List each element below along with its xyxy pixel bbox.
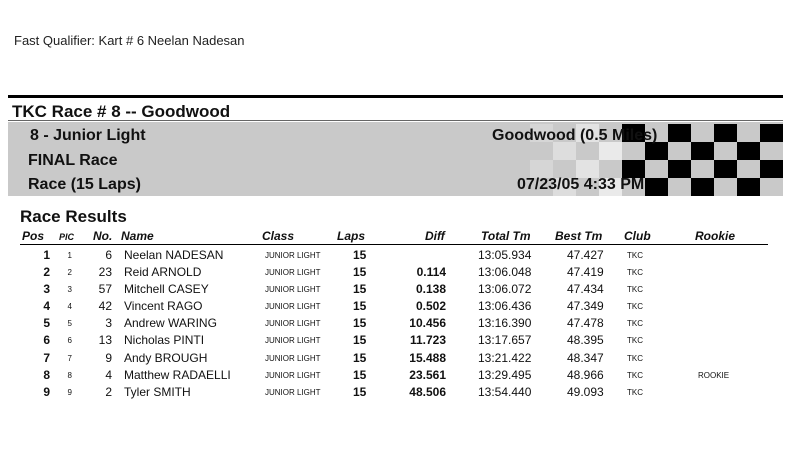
cell-club: TKC <box>627 387 643 397</box>
cell-total-time: 13:06.436 <box>478 299 532 314</box>
cell-club: TKC <box>627 336 643 346</box>
cell-position-in-class: 5 <box>67 319 72 329</box>
cell-position-in-class: 6 <box>67 336 72 346</box>
cell-driver-name: Vincent RAGO <box>124 299 203 314</box>
cell-best-time: 47.427 <box>567 248 604 262</box>
cell-position-in-class: 4 <box>67 302 72 312</box>
cell-driver-name: Mitchell CASEY <box>124 282 209 297</box>
column-header-diff: Diff <box>425 229 445 243</box>
column-header-laps: Laps <box>337 229 366 243</box>
cell-class: JUNIOR LIGHT <box>265 319 321 329</box>
cell-diff: 15.488 <box>409 350 446 365</box>
column-header-best: Best Tm <box>555 229 603 243</box>
cell-position: 3 <box>43 282 50 297</box>
cell-position: 9 <box>43 384 50 399</box>
cell-best-time: 47.478 <box>567 316 604 331</box>
fast-qualifier-label: Fast Qualifier: Kart # 6 Neelan Nadesan <box>14 33 245 48</box>
cell-driver-name: Nicholas PINTI <box>124 333 205 348</box>
cell-total-time: 13:29.495 <box>478 367 532 382</box>
cell-kart-number: 42 <box>98 299 112 314</box>
checker-square <box>691 142 714 160</box>
cell-laps: 15 <box>353 384 367 399</box>
table-row <box>0 280 800 297</box>
checker-square <box>714 124 737 142</box>
column-header-total: Total Tm <box>481 229 531 243</box>
cell-kart-number: 57 <box>98 282 112 297</box>
cell-total-time: 13:21.422 <box>478 350 532 365</box>
cell-position: 8 <box>43 367 50 382</box>
cell-best-time: 48.966 <box>567 367 604 382</box>
race-title: TKC Race # 8 -- Goodwood <box>12 102 231 121</box>
cell-club: TKC <box>627 302 643 312</box>
cell-position: 2 <box>43 265 50 280</box>
column-header-club: Club <box>624 229 651 243</box>
cell-class: JUNIOR LIGHT <box>265 353 321 363</box>
cell-position-in-class: 2 <box>67 268 72 278</box>
cell-driver-name: Neelan NADESAN <box>124 248 224 262</box>
cell-diff: 23.561 <box>409 367 446 382</box>
cell-driver-name: Reid ARNOLD <box>124 265 202 280</box>
cell-class: JUNIOR LIGHT <box>265 251 321 260</box>
cell-kart-number: 2 <box>105 384 112 399</box>
checker-square <box>714 160 737 178</box>
checker-square <box>760 124 783 142</box>
cell-best-time: 49.093 <box>567 384 604 399</box>
table-row <box>0 263 800 280</box>
cell-best-time: 47.349 <box>567 299 604 314</box>
column-header-no: No. <box>93 229 113 243</box>
checker-square <box>760 160 783 178</box>
column-header-pos: Pos <box>22 229 45 243</box>
cell-position-in-class: 7 <box>67 353 72 363</box>
cell-laps: 15 <box>353 350 367 365</box>
table-row <box>0 331 800 348</box>
header-rule <box>20 244 768 245</box>
cell-kart-number: 23 <box>98 265 112 280</box>
cell-club: TKC <box>627 285 643 295</box>
race-title-bar <box>8 95 783 121</box>
cell-diff: 0.138 <box>415 282 446 297</box>
cell-total-time: 13:06.048 <box>478 265 532 280</box>
track-name: Goodwood (0.5 Miles) <box>492 127 658 144</box>
cell-kart-number: 4 <box>105 367 112 382</box>
cell-laps: 15 <box>353 299 367 314</box>
race-date-time: 07/23/05 4:33 PM <box>517 176 645 193</box>
cell-club: TKC <box>627 251 643 260</box>
race-class-line: 8 - Junior Light <box>30 127 146 144</box>
column-header-rookie: Rookie <box>695 229 736 243</box>
column-header-name: Name <box>121 229 154 243</box>
cell-laps: 15 <box>353 282 367 297</box>
cell-total-time: 13:16.390 <box>478 316 532 331</box>
cell-kart-number: 6 <box>105 248 112 262</box>
cell-club: TKC <box>627 370 643 380</box>
cell-total-time: 13:17.657 <box>478 333 532 348</box>
race-length: Race (15 Laps) <box>28 176 141 193</box>
checker-square <box>645 178 668 196</box>
cell-class: JUNIOR LIGHT <box>265 370 321 380</box>
cell-position: 7 <box>43 350 50 365</box>
cell-laps: 15 <box>353 333 367 348</box>
checker-square <box>691 178 714 196</box>
table-row <box>0 349 800 366</box>
cell-total-time: 13:05.934 <box>478 248 532 262</box>
race-session: FINAL Race <box>28 152 118 169</box>
cell-position: 6 <box>43 333 50 348</box>
cell-total-time: 13:06.072 <box>478 282 532 297</box>
cell-total-time: 13:54.440 <box>478 384 532 399</box>
cell-diff: 48.506 <box>409 384 446 399</box>
checker-square <box>668 124 691 142</box>
cell-laps: 15 <box>353 265 367 280</box>
cell-laps: 15 <box>353 367 367 382</box>
table-row <box>0 297 800 314</box>
cell-driver-name: Andrew WARING <box>124 316 217 331</box>
cell-driver-name: Andy BROUGH <box>124 350 208 365</box>
cell-best-time: 48.395 <box>567 333 604 348</box>
table-row <box>0 383 800 400</box>
cell-position-in-class: 9 <box>67 387 72 397</box>
cell-position: 5 <box>43 316 50 331</box>
cell-diff: 0.114 <box>416 265 446 280</box>
cell-best-time: 48.347 <box>567 350 604 365</box>
cell-position: 1 <box>43 248 50 262</box>
section-title: Race Results <box>20 207 127 226</box>
cell-club: TKC <box>627 353 643 363</box>
cell-best-time: 47.419 <box>567 265 604 280</box>
cell-position: 4 <box>43 299 50 314</box>
cell-kart-number: 3 <box>105 316 112 331</box>
column-header-pic: PIC <box>59 232 75 242</box>
checker-square <box>737 142 760 160</box>
table-row <box>0 246 800 263</box>
table-row <box>0 366 800 383</box>
cell-class: JUNIOR LIGHT <box>265 285 321 295</box>
cell-driver-name: Tyler SMITH <box>124 384 191 399</box>
cell-kart-number: 9 <box>105 350 112 365</box>
cell-position-in-class: 3 <box>67 285 72 295</box>
cell-position-in-class: 1 <box>67 251 72 260</box>
cell-club: TKC <box>627 319 643 329</box>
table-row <box>0 314 800 331</box>
cell-class: JUNIOR LIGHT <box>265 387 321 397</box>
cell-laps: 15 <box>353 248 367 262</box>
cell-rookie: ROOKIE <box>698 370 730 380</box>
cell-diff: 10.456 <box>409 316 446 331</box>
results-table <box>0 246 800 400</box>
cell-class: JUNIOR LIGHT <box>265 268 321 278</box>
cell-class: JUNIOR LIGHT <box>265 336 321 346</box>
cell-class: JUNIOR LIGHT <box>265 302 321 312</box>
cell-driver-name: Matthew RADAELLI <box>124 367 231 382</box>
checker-square <box>668 160 691 178</box>
cell-club: TKC <box>627 268 643 278</box>
column-header-class: Class <box>262 229 295 243</box>
cell-diff: 11.723 <box>409 333 446 348</box>
cell-kart-number: 13 <box>98 333 112 348</box>
cell-laps: 15 <box>353 316 367 331</box>
cell-best-time: 47.434 <box>567 282 604 297</box>
checker-square <box>737 178 760 196</box>
cell-diff: 0.502 <box>415 299 446 314</box>
cell-position-in-class: 8 <box>67 370 72 380</box>
